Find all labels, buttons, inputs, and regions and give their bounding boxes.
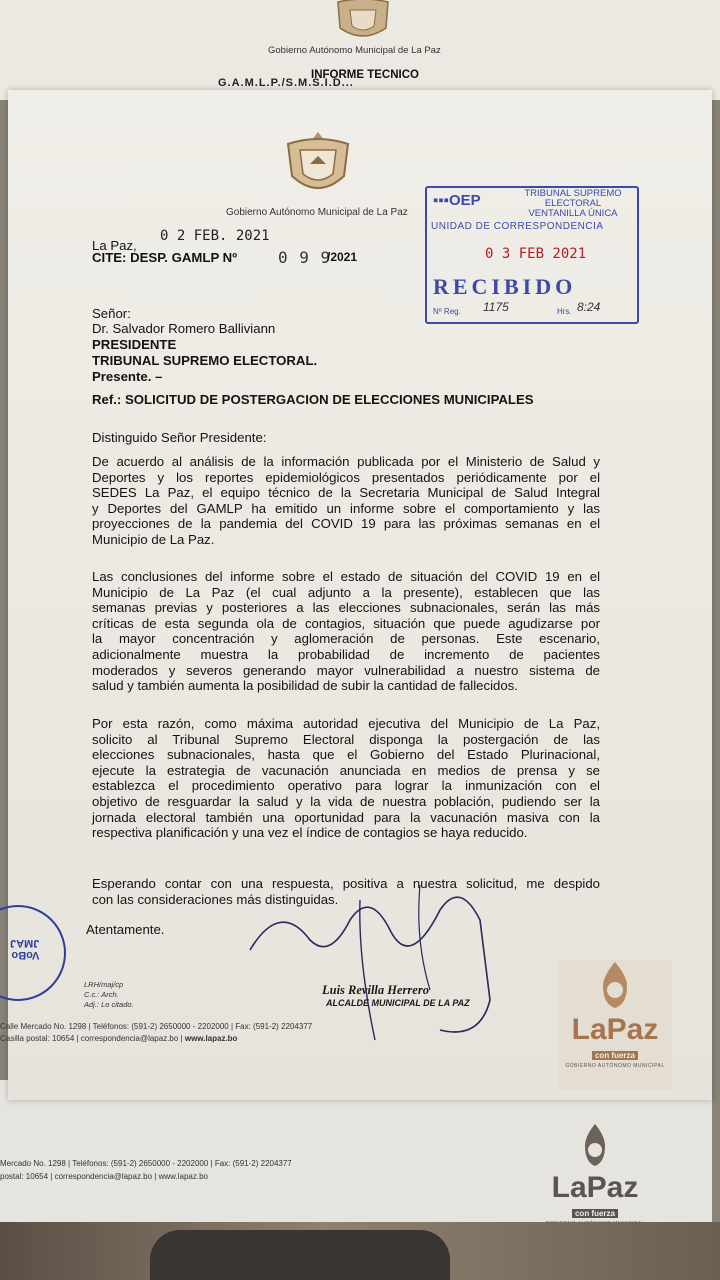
- ref-initials: LRH/maj/cp: [84, 980, 124, 989]
- top-underlying-sheet: [0, 0, 720, 100]
- paragraph-1: [92, 454, 600, 548]
- stamp-unit: UNIDAD DE CORRESPONDENCIA: [431, 221, 604, 232]
- paragraph-line: semanas previas y posteriores a las elecciones subnacionales, serán las más: [92, 600, 600, 616]
- paragraph-line: SEDES La Paz, el equipo técnico de la Secretaria Municipal de Salud Integral: [92, 485, 600, 501]
- paragraph-line: respectiva planificación y una vez el índice de contagios se haya reducido.: [92, 825, 528, 841]
- top-cite: G.A.M.L.P./S.M.S.I.D...: [218, 77, 354, 89]
- paragraph-line: proyecciones de la pandemia del COVID 19 para las próximas semanas en el: [92, 516, 600, 532]
- signer-name: Luis Revilla Herrero: [322, 983, 429, 997]
- letter-date: 0 2 FEB. 2021: [160, 228, 270, 244]
- recipient-name: Dr. Salvador Romero Balliviann: [92, 321, 276, 336]
- recipient-title: PRESIDENTE: [92, 337, 177, 352]
- ground-background: [0, 1222, 720, 1280]
- footer-line2: Casilla postal: 10654 | correspondencia@lapaz.bo | www.lapaz.bo: [0, 1034, 238, 1043]
- ref-adj: Adj.: Lo citado.: [84, 1000, 134, 1009]
- bottom-lapaz-logo: [540, 1122, 650, 1227]
- top-informe-title: INFORME TECNICO: [311, 69, 419, 81]
- salutation: Señor:: [92, 306, 131, 321]
- paragraph-line: De acuerdo al análisis de la información publicada por el Ministerio de Salud y: [92, 454, 600, 469]
- paragraph-line: críticas de esta segunda ola de contagios, situación que puede agudizarse por: [92, 615, 600, 631]
- logo-name: LaPaz: [571, 1013, 659, 1046]
- bottom-logo-tagline: con fuerza: [572, 1209, 618, 1218]
- stamp-oep: ▪▪▪OEP: [433, 192, 481, 209]
- seal-vobo: VoBo JMAJ: [10, 937, 40, 961]
- stamp-hrs-value: 8:24: [577, 300, 601, 314]
- paragraph-line: adicionalmente muestra la probabilidad de incremento de pacientes: [92, 646, 600, 662]
- paragraph-line: moderados y severos generando mayor vulnerabilidad a nuestro sistema de: [92, 662, 600, 678]
- paragraph-line: objetivo de resguardar la salud y la vida de nuestra población, pudiendo ser la: [92, 793, 600, 809]
- cite-label: CITE: DESP. GAMLP Nº: [92, 250, 238, 265]
- cite-year: /2021: [327, 250, 358, 264]
- place: La Paz,: [92, 238, 137, 253]
- stamp-hrs-label: Hrs.: [557, 307, 572, 316]
- bottom-footer-line2: postal: 10654 | correspondencia@lapaz.bo | www.lapaz.bo: [0, 1172, 208, 1181]
- lapaz-emblem-icon: [575, 1122, 615, 1168]
- paragraph-line: Las conclusiones del informe sobre el estado de situación del COVID 19 en el: [92, 569, 600, 584]
- paragraph-line: solicito al Tribunal Supremo Electoral disponga la postergación de las: [92, 731, 600, 747]
- lapaz-logo: [558, 960, 672, 1090]
- internal-refs: [84, 980, 134, 1010]
- top-gov-name: Gobierno Autónomo Municipal de La Paz: [268, 45, 441, 56]
- stamp-date: 0 3 FEB 2021: [485, 246, 587, 262]
- paragraph-line: Municipio de La Paz (el cual adjunto a la presente), establecen que las: [92, 584, 600, 600]
- stamp-org: TRIBUNAL SUPREMO ELECTORAL VENTANILLA ÚNICA: [524, 188, 622, 219]
- coat-of-arms-icon: [328, 0, 398, 42]
- logo-tagline: con fuerza: [592, 1051, 638, 1060]
- coat-of-arms-icon: [280, 130, 356, 200]
- paragraph-line: y Deportes del GAMLP ha emitido un informe sobre el comportamiento y las: [92, 500, 600, 516]
- paragraph-line: Deportes y los reportes epidemiológicos presentados periódicamente por el: [92, 469, 600, 485]
- paragraph-line: la mayor concentración y aglomeración de personas. Este escenario,: [92, 631, 600, 647]
- bottom-footer-line1: Mercado No. 1298 | Teléfonos: (591-2) 2650000 - 2202000 | Fax: (591-2) 2204377: [0, 1159, 292, 1168]
- bottom-logo-name: LaPaz: [551, 1171, 639, 1204]
- stamp-reg-label: Nº Reg.: [433, 307, 461, 316]
- stamp-received: RECIBIDO: [433, 274, 577, 299]
- paragraph-line: elecciones subnacionales, hasta que el Gobierno del Estado Plurinacional,: [92, 747, 600, 763]
- paragraph-2: [92, 569, 600, 694]
- paragraph-3: [92, 716, 600, 841]
- closing: Atentamente.: [86, 922, 165, 937]
- paragraph-line: Por esta razón, como máxima autoridad ejecutiva del Municipio de La Paz,: [92, 716, 600, 731]
- ref-cc: C.c.: Arch.: [84, 990, 119, 999]
- received-stamp: [425, 186, 639, 324]
- paragraph-line: ejecute la estrategia de vacunación anunciada en medios de prensa y se: [92, 762, 600, 778]
- greeting: Distinguido Señor Presidente:: [92, 430, 267, 445]
- paragraph-line: Municipio de La Paz.: [92, 531, 215, 547]
- recipient-org: TRIBUNAL SUPREMO ELECTORAL.: [92, 353, 318, 368]
- paragraph-line: establezca el procedimiento operativo para lograr la inmunización con el: [92, 778, 600, 794]
- shoe-shape: [150, 1230, 450, 1280]
- paragraph-line: salud y también aumenta la posibilidad de subir la cantidad de fallecidos.: [92, 678, 518, 694]
- letterhead-gov-name: Gobierno Autónomo Municipal de La Paz: [226, 207, 408, 218]
- footer-line1: Calle Mercado No. 1298 | Teléfonos: (591-2) 2650000 - 2202000 | Fax: (591-2) 2204377: [0, 1022, 313, 1031]
- presente: Presente. –: [92, 369, 163, 384]
- logo-sub: GOBIERNO AUTÓNOMO MUNICIPAL: [565, 1063, 665, 1069]
- paragraph-line: con las consideraciones más distinguidas.: [92, 891, 339, 907]
- paragraph-line: jornada electoral también una oportunidad para la vacunación masiva con la: [92, 809, 600, 825]
- signer-title: ALCALDE MUNICIPAL DE LA PAZ: [326, 998, 470, 1008]
- lapaz-emblem-icon: [593, 960, 637, 1010]
- paragraph-line: Esperando contar con una respuesta, positiva a nuestra solicitud, me despido: [92, 876, 600, 891]
- stamp-reg-value: 1175: [483, 300, 509, 314]
- reference-line: Ref.: SOLICITUD DE POSTERGACION DE ELECCIONES MUNICIPALES: [92, 392, 534, 407]
- cite-number: 0 9 9: [278, 248, 332, 267]
